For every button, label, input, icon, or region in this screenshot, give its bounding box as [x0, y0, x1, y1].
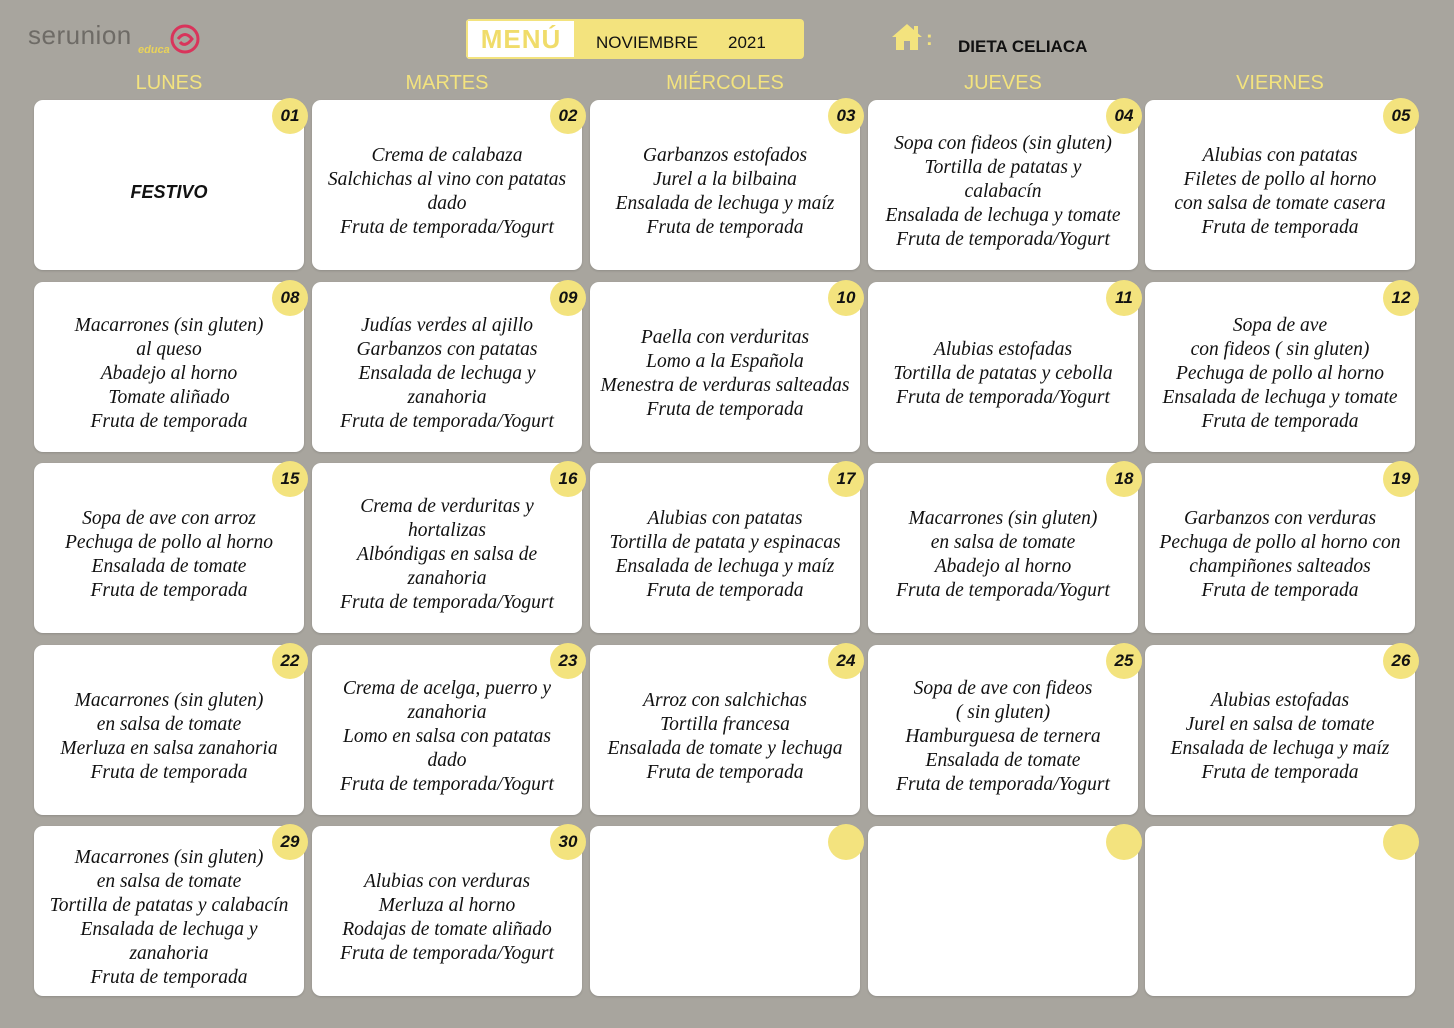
meal-item: Merluza al horno: [378, 895, 516, 916]
meal-item: Fruta de temporada: [90, 762, 248, 783]
meal-item: Macarrones (sin gluten): [74, 690, 264, 711]
meal-item: Sopa con fideos (sin gluten): [894, 133, 1112, 154]
day-cell: [1145, 463, 1415, 633]
day-cell: [34, 826, 304, 996]
day-header-thursday: JUEVES: [964, 72, 1042, 94]
day-cell: [34, 645, 304, 815]
holiday-label: FESTIVO: [130, 182, 208, 202]
meal-item: Fruta de temporada: [90, 411, 248, 432]
meal-item: Ensalada de lechuga y maíz: [1170, 738, 1390, 759]
meal-item: Fruta de temporada/Yogurt: [896, 774, 1110, 795]
meal-item: Garbanzos con patatas: [356, 339, 538, 360]
day-cell: [590, 282, 860, 452]
day-cell: [590, 826, 860, 996]
meal-item: Lomo en salsa con patatas: [342, 726, 551, 747]
meal-list: [868, 826, 1138, 996]
meal-item: Tortilla de patata y espinacas: [609, 532, 841, 553]
home-icon: [890, 22, 924, 52]
meal-item: Pechuga de pollo al horno: [65, 532, 273, 553]
day-number-badge: 30: [550, 824, 586, 860]
day-cell: [1145, 826, 1415, 996]
meal-list: [312, 282, 582, 452]
day-cell: [34, 463, 304, 633]
menu-label: MENÚ: [466, 19, 576, 59]
meal-list: [868, 282, 1138, 452]
meal-list: [590, 100, 860, 270]
meal-item: Fruta de temporada/Yogurt: [340, 774, 554, 795]
day-cell: [312, 645, 582, 815]
day-number-badge: 18: [1106, 461, 1142, 497]
meal-item: zanahoria: [407, 702, 487, 723]
meal-list: [312, 463, 582, 633]
meal-item: en salsa de tomate: [930, 532, 1076, 553]
meal-list: [312, 645, 582, 815]
meal-item: al queso: [136, 339, 202, 360]
meal-list: [1145, 645, 1415, 815]
meal-item: Fruta de temporada: [1201, 580, 1359, 601]
meal-list: [1145, 282, 1415, 452]
meal-item: Salchichas al vino con patatas: [327, 169, 567, 190]
meal-list: [1145, 100, 1415, 270]
meal-item: Ensalada de tomate y lechuga: [607, 738, 843, 759]
meal-item: Fruta de temporada: [646, 217, 804, 238]
meal-item: Fruta de temporada: [90, 967, 248, 988]
meal-item: Merluza en salsa zanahoria: [60, 738, 278, 759]
meal-item: zanahoria: [407, 387, 487, 408]
day-cell: [34, 100, 304, 270]
meal-item: Ensalada de tomate: [925, 750, 1081, 771]
day-number-badge: 17: [828, 461, 864, 497]
meal-list: [312, 100, 582, 270]
meal-item: Menestra de verduras salteadas: [600, 375, 850, 396]
meal-item: Fruta de temporada/Yogurt: [896, 387, 1110, 408]
day-number-badge: 12: [1383, 280, 1419, 316]
meal-item: Ensalada de lechuga y: [358, 363, 536, 384]
meal-item: zanahoria: [129, 943, 209, 964]
meal-item: Fruta de temporada/Yogurt: [340, 411, 554, 432]
meal-item: Fruta de temporada/Yogurt: [340, 217, 554, 238]
meal-item: Hamburguesa de ternera: [905, 726, 1101, 747]
meal-item: Judías verdes al ajillo: [360, 315, 534, 336]
meal-item: Fruta de temporada: [1201, 762, 1359, 783]
meal-list: [34, 645, 304, 815]
day-number-badge: 01: [272, 98, 308, 134]
meal-item: Pechuga de pollo al horno con: [1159, 532, 1401, 553]
day-cell: [868, 282, 1138, 452]
meal-list: [34, 282, 304, 452]
meal-list: [1145, 463, 1415, 633]
day-cell: [312, 100, 582, 270]
meal-item: Alubias con patatas: [1202, 145, 1358, 166]
meal-item: Jurel a la bilbaina: [653, 169, 797, 190]
meal-item: Macarrones (sin gluten): [74, 847, 264, 868]
day-header-wednesday: MIÉRCOLES: [666, 72, 784, 94]
day-number-badge: 24: [828, 643, 864, 679]
day-cell: [312, 463, 582, 633]
meal-item: dado: [427, 193, 467, 214]
menu-month: NOVIEMBRE: [596, 33, 699, 52]
meal-list: [590, 282, 860, 452]
meal-item: Tortilla de patatas y: [924, 157, 1082, 178]
meal-item: Abadejo al horno: [934, 556, 1072, 577]
menu-year: 2021: [728, 33, 766, 52]
meal-item: Sopa de ave: [1232, 315, 1328, 336]
day-number-badge: 10: [828, 280, 864, 316]
day-cell: [1145, 282, 1415, 452]
meal-item: Tortilla de patatas y cebolla: [893, 363, 1113, 384]
meal-list: [590, 826, 860, 996]
meal-item: calabacín: [964, 181, 1042, 202]
meal-item: Ensalada de lechuga y tomate: [885, 205, 1121, 226]
meal-item: ( sin gluten): [955, 702, 1051, 723]
day-cell: [868, 826, 1138, 996]
serunion-logo: [28, 20, 228, 60]
meal-item: Ensalada de lechuga y maíz: [615, 556, 835, 577]
meal-item: Abadejo al horno: [100, 363, 238, 384]
meal-item: Alubias estofadas: [933, 339, 1073, 360]
meal-list: [590, 645, 860, 815]
day-number-badge: 08: [272, 280, 308, 316]
meal-item: Ensalada de lechuga y: [80, 919, 258, 940]
meal-item: Tortilla de patatas y calabacín: [49, 895, 289, 916]
menu-header: [466, 19, 804, 59]
day-cell: [590, 463, 860, 633]
meal-item: zanahoria: [407, 568, 487, 589]
meal-item: Paella con verduritas: [640, 327, 810, 348]
day-cell: [34, 282, 304, 452]
logo-swirl-icon: [168, 22, 202, 56]
day-cell: [868, 645, 1138, 815]
day-cell: [312, 282, 582, 452]
day-cell: [868, 100, 1138, 270]
meal-item: Crema de acelga, puerro y: [342, 678, 552, 699]
meal-list: [868, 463, 1138, 633]
meal-item: Fruta de temporada: [90, 580, 248, 601]
day-number-badge: 26: [1383, 643, 1419, 679]
meal-item: Pechuga de pollo al horno: [1176, 363, 1384, 384]
day-cell: [1145, 100, 1415, 270]
meal-item: Garbanzos estofados: [642, 145, 808, 166]
meal-item: Rodajas de tomate aliñado: [342, 919, 552, 940]
day-number-badge: 23: [550, 643, 586, 679]
day-cell: [590, 100, 860, 270]
meal-list: [1145, 826, 1415, 996]
meal-item: Alubias con verduras: [363, 871, 531, 892]
meal-item: Sopa de ave con fideos: [913, 678, 1093, 699]
day-number-badge: 22: [272, 643, 308, 679]
day-number-badge: 03: [828, 98, 864, 134]
meal-item: en salsa de tomate: [96, 871, 242, 892]
meal-item: Lomo a la Española: [646, 351, 804, 372]
meal-item: Garbanzos con verduras: [1183, 508, 1377, 529]
meal-list: [34, 100, 304, 270]
meal-item: Fruta de temporada/Yogurt: [340, 592, 554, 613]
meal-item: Fruta de temporada: [646, 762, 804, 783]
day-number-badge: 15: [272, 461, 308, 497]
meal-item: Fruta de temporada: [1201, 217, 1359, 238]
day-number-badge: 11: [1106, 280, 1142, 316]
meal-item: Alubias estofadas: [1210, 690, 1350, 711]
day-number-badge: 16: [550, 461, 586, 497]
meal-item: Macarrones (sin gluten): [908, 508, 1098, 529]
meal-item: Arroz con salchichas: [643, 690, 807, 711]
day-number-badge: 25: [1106, 643, 1142, 679]
meal-item: champiñones salteados: [1189, 556, 1371, 577]
meal-item: Ensalada de lechuga y tomate: [1162, 387, 1398, 408]
meal-item: dado: [427, 750, 467, 771]
meal-item: Fruta de temporada/Yogurt: [896, 229, 1110, 250]
meal-list: [868, 100, 1138, 270]
day-cell: [1145, 645, 1415, 815]
day-number-badge: 09: [550, 280, 586, 316]
day-number-badge: 05: [1383, 98, 1419, 134]
home-colon: :: [926, 28, 933, 50]
day-cell: [868, 463, 1138, 633]
meal-list: [34, 463, 304, 633]
meal-item: Sopa de ave con arroz: [82, 508, 256, 529]
meal-item: Albóndigas en salsa de: [356, 544, 538, 565]
meal-item: hortalizas: [407, 520, 487, 541]
meal-item: Fruta de temporada/Yogurt: [340, 943, 554, 964]
meal-list: [34, 826, 304, 996]
meal-item: Fruta de temporada: [646, 399, 804, 420]
meal-item: con fideos ( sin gluten): [1190, 339, 1370, 360]
day-header-monday: LUNES: [135, 72, 203, 94]
day-number-badge: 19: [1383, 461, 1419, 497]
meal-list: [312, 826, 582, 996]
logo-subtext: educa: [138, 44, 170, 56]
meal-item: Ensalada de lechuga y maíz: [615, 193, 835, 214]
day-number-badge: 29: [272, 824, 308, 860]
meal-item: con salsa de tomate casera: [1174, 193, 1386, 214]
meal-item: Crema de calabaza: [371, 145, 523, 166]
day-header-friday: VIERNES: [1236, 72, 1324, 94]
diet-label: DIETA CELIACA: [958, 37, 1088, 56]
day-cell: [590, 645, 860, 815]
logo-text: serunion: [28, 20, 132, 50]
day-number-badge: 02: [550, 98, 586, 134]
meal-item: Tortilla francesa: [660, 714, 790, 735]
meal-item: Jurel en salsa de tomate: [1185, 714, 1375, 735]
day-number-badge: 04: [1106, 98, 1142, 134]
meal-item: Alubias con patatas: [647, 508, 803, 529]
meal-item: en salsa de tomate: [96, 714, 242, 735]
day-cell: [312, 826, 582, 996]
meal-item: Macarrones (sin gluten): [74, 315, 264, 336]
meal-item: Fruta de temporada: [1201, 411, 1359, 432]
meal-item: Filetes de pollo al horno: [1183, 169, 1377, 190]
day-header-tuesday: MARTES: [405, 72, 489, 94]
meal-item: Tomate aliñado: [108, 387, 230, 408]
meal-list: [868, 645, 1138, 815]
meal-item: Crema de verduritas y: [360, 496, 534, 517]
meal-item: Fruta de temporada/Yogurt: [896, 580, 1110, 601]
meal-item: Fruta de temporada: [646, 580, 804, 601]
meal-list: [590, 463, 860, 633]
meal-item: Ensalada de tomate: [91, 556, 247, 577]
